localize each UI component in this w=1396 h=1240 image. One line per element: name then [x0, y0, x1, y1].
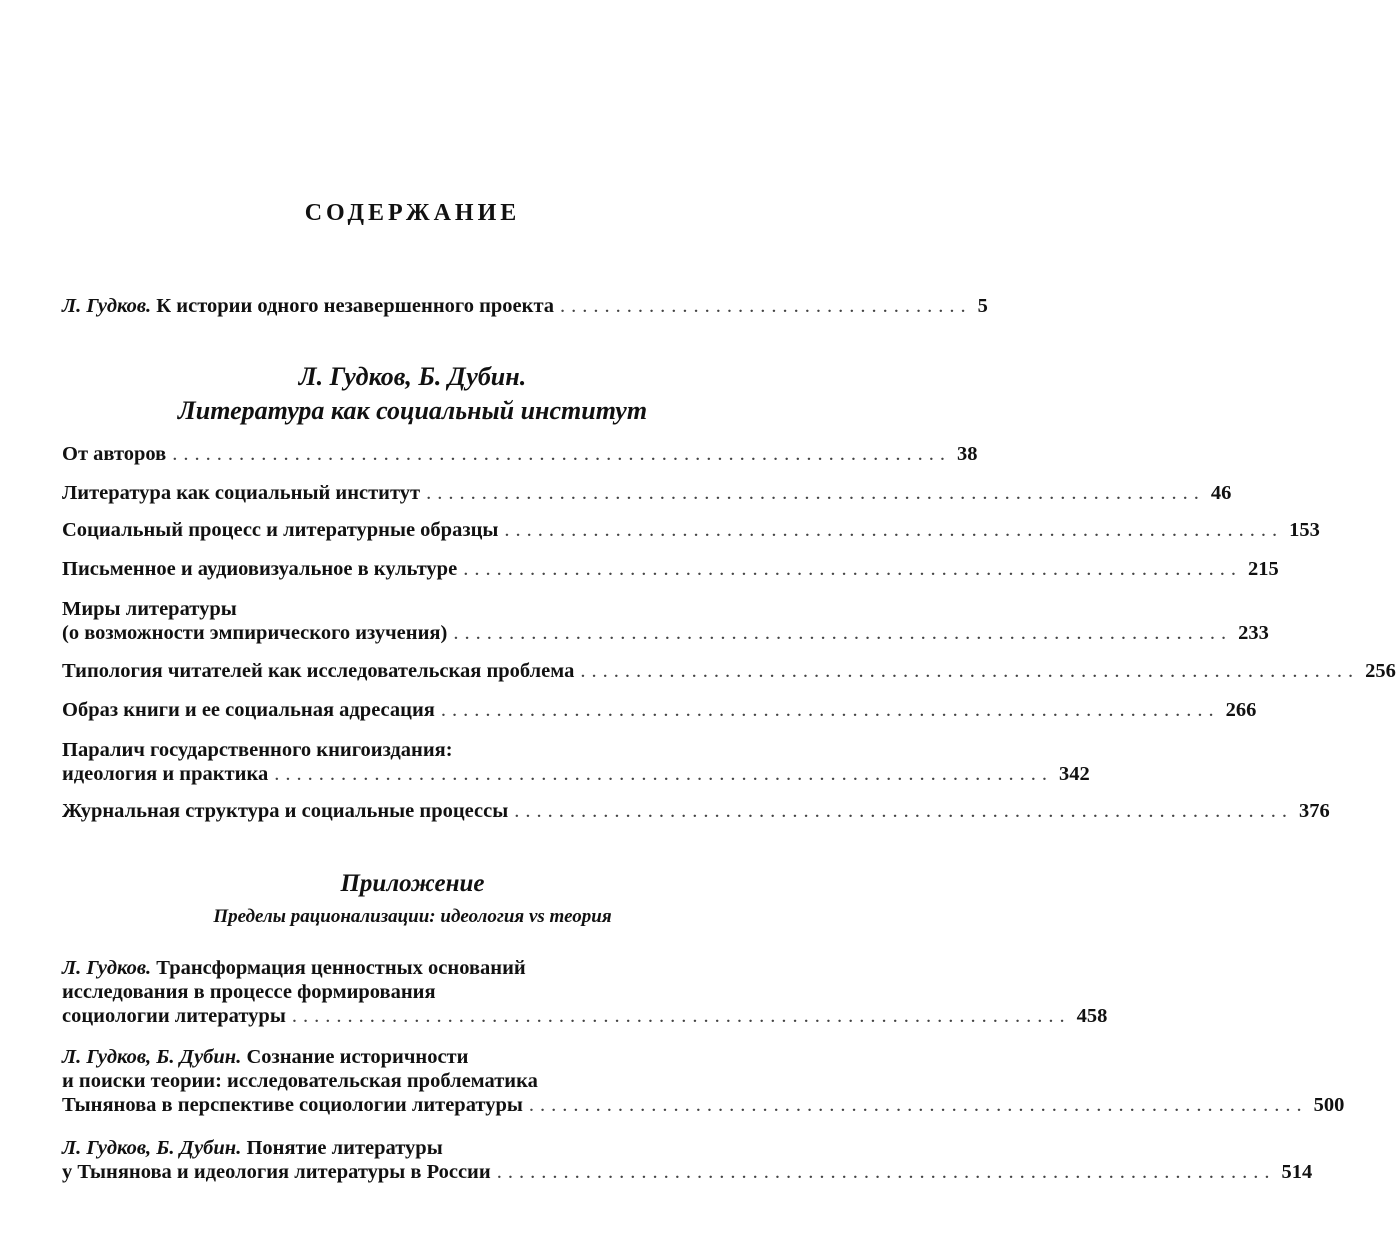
leader-dots: ......................................................................	[440, 699, 1220, 721]
leader-dots: ......................................................................	[291, 1005, 1071, 1027]
entry-title: Литература как социальный институт	[62, 482, 421, 504]
page-number: 215	[1247, 558, 1279, 580]
page-number: 233	[1238, 622, 1269, 644]
leader-dots: ......................................................................	[580, 660, 1360, 682]
leader-dots: ......................................................................	[463, 558, 1242, 580]
toc-entry[interactable]	[62, 799, 1330, 823]
entry-title: Тынянова в перспективе социологии литературы	[62, 1094, 523, 1116]
toc-entry[interactable]	[62, 597, 1269, 645]
toc-entry[interactable]	[62, 481, 1232, 505]
section-authors: Л. Гудков, Б. Дубин.	[298, 362, 527, 391]
entry-author: Л. Гудков, Б. Дубин.	[62, 1137, 242, 1159]
entry-title-line: Трансформация ценностных оснований	[151, 957, 526, 979]
entry-title: (о возможности эмпирического изучения)	[62, 622, 448, 644]
toc-entry[interactable]	[62, 659, 1396, 683]
toc-entry[interactable]	[62, 738, 1090, 786]
toc-entry[interactable]	[62, 956, 1108, 1028]
toc-entry[interactable]	[62, 442, 978, 466]
entry-title: у Тынянова и идеология литературы в России	[62, 1161, 491, 1183]
leader-dots: ......................................................................	[528, 1094, 1308, 1116]
section-title: Литература как социальный институт	[177, 396, 648, 425]
entry-title-line: Паралич государственного книгоиздания:	[62, 739, 453, 761]
entry-title-line: Миры литературы	[62, 598, 237, 620]
entry-title: идеология и практика	[62, 763, 269, 785]
entry-title: Образ книги и ее социальная адресация	[62, 699, 435, 721]
toc-entry[interactable]	[62, 518, 1320, 542]
entry-title-line: и поиски теории: исследовательская проблематика	[62, 1070, 538, 1092]
page-number: 46	[1210, 482, 1232, 504]
entry-title: Типология читателей как исследовательская проблема	[62, 660, 575, 682]
page-number: 500	[1313, 1094, 1345, 1116]
leader-dots: ......................................................................	[496, 1161, 1276, 1183]
appendix-subtitle: Пределы рационализации: идеология vs теория	[213, 906, 612, 927]
toc-entry[interactable]	[62, 698, 1257, 722]
page-number: 5	[977, 295, 988, 317]
page-number: 514	[1281, 1161, 1313, 1183]
entry-title: Письменное и аудиовизуальное в культуре	[62, 558, 458, 580]
page-number: 458	[1076, 1005, 1108, 1027]
entry-title-line: Понятие литературы	[241, 1137, 443, 1159]
entry-title: К истории одного незавершенного проекта	[151, 295, 555, 317]
entry-author: Л. Гудков.	[62, 957, 152, 979]
entry-title: Журнальная структура и социальные процессы	[62, 800, 509, 822]
toc-entry-intro[interactable]	[62, 294, 988, 318]
page-number: 256	[1365, 660, 1396, 682]
page-title: СОДЕРЖАНИЕ	[304, 200, 521, 226]
entry-title: Социальный процесс и литературные образцы	[62, 519, 499, 541]
leader-dots: ......................................................................	[274, 763, 1053, 785]
entry-title-line: исследования в процессе формирования	[62, 981, 436, 1003]
page-number: 342	[1058, 763, 1090, 785]
leader-dots: ......................................................................	[172, 443, 951, 465]
entry-title-line: Сознание историчности	[241, 1046, 469, 1068]
leader-dots: ......................................................................	[514, 800, 1293, 822]
entry-author: Л. Гудков, Б. Дубин.	[62, 1046, 242, 1068]
entry-author: Л. Гудков.	[62, 295, 152, 317]
leader-dots: ......................................................................	[426, 482, 1205, 504]
entry-title: От авторов	[62, 443, 167, 465]
leader-dots: ......................................................................	[453, 622, 1233, 644]
entry-title: социологии литературы	[62, 1005, 286, 1027]
toc-entry[interactable]	[62, 1136, 1313, 1184]
leader-dots: ......................................................................	[504, 519, 1284, 541]
appendix-title: Приложение	[340, 870, 485, 897]
page-number: 376	[1298, 800, 1330, 822]
page-number: 38	[956, 443, 978, 465]
page-number: 153	[1289, 519, 1320, 541]
toc-entry[interactable]	[62, 1045, 1345, 1117]
toc-entry[interactable]	[62, 557, 1279, 581]
page-number: 266	[1225, 699, 1257, 721]
leader-dots: .....................................	[560, 295, 972, 317]
